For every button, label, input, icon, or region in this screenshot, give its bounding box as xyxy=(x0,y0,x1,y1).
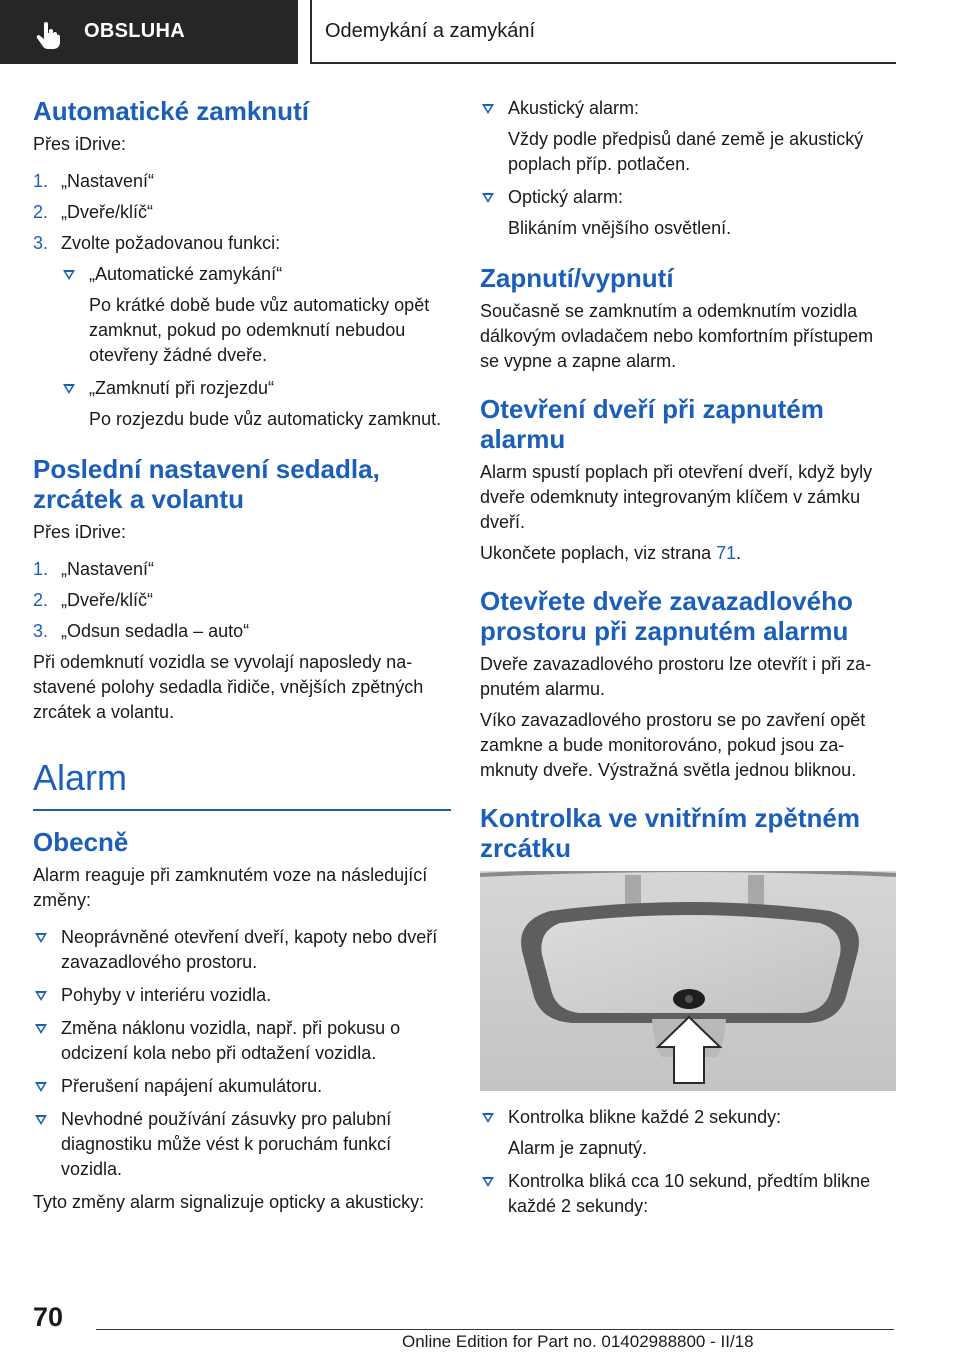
alarm-trigger-text: Pohyby v interiéru vozidla. xyxy=(61,985,272,1005)
hand-pointer-icon xyxy=(36,21,62,49)
alarm-trigger-item xyxy=(33,925,451,975)
paragraph-door-open-alarm: Alarm spustí poplach při otevření dveří, když byly dveře odemknuty integrovaným klíčem v zámku dveří. xyxy=(480,462,873,532)
bullet-arrow-icon xyxy=(35,1115,47,1125)
alarm-trigger-text: Změna náklonu vozidla, např. při pokusu o odcizení kola nebo při odtažení vozidla. xyxy=(61,1018,401,1063)
intro-idrive: Přes iDrive: xyxy=(33,134,127,154)
alarm-trigger-text: Přerušení napájení akumulátoru. xyxy=(61,1076,323,1096)
signal-label: Akustický alarm: xyxy=(508,98,640,118)
alarm-trigger-text: Neoprávněné otevření dveří, kapoty nebo dveří zavazadlového prostoru. xyxy=(61,927,438,972)
step-item xyxy=(33,619,451,644)
right-column xyxy=(480,96,896,1227)
bullet-arrow-icon xyxy=(482,1177,494,1187)
step-item xyxy=(33,169,451,194)
paragraph-stop-alarm xyxy=(480,541,896,566)
stop-alarm-text: Ukončete poplach, viz strana xyxy=(480,543,717,563)
alarm-trigger-item xyxy=(33,1107,451,1182)
step-item xyxy=(33,231,451,256)
step-text: „Nastavení“ xyxy=(61,559,155,579)
left-column xyxy=(33,96,451,1221)
alarm-trigger-item xyxy=(33,983,451,1008)
alarm-trigger-item xyxy=(33,1016,451,1066)
signal-description: Vždy podle předpisů dané země je akustický poplach příp. potlačen. xyxy=(508,129,864,174)
intro-idrive: Přes iDrive: xyxy=(33,522,127,542)
bullet-arrow-icon xyxy=(35,933,47,943)
signal-item xyxy=(480,185,896,241)
paragraph-on-off: Současně se zamknutím a odemknutím vozidla dálkovým ovladačem nebo komfortním přístupem se vypne a zapne alarm. xyxy=(480,301,874,371)
heading-automatic-lock: Automatické zamknutí xyxy=(33,96,309,126)
signal-item xyxy=(480,96,896,177)
step-text: „Odsun sedadla – auto“ xyxy=(61,621,250,641)
step-item xyxy=(33,557,451,582)
step-number: 2. xyxy=(33,202,49,222)
paragraph-last-settings: Při odemknutí vozidla se vyvolají naposledy nastavené polohy sedadla řidiče, vnějších zpětných zrcátek a volantu. xyxy=(33,652,424,722)
footer-rule xyxy=(96,1329,894,1330)
bullet-arrow-icon xyxy=(35,991,47,1001)
step-number: 1. xyxy=(33,171,49,191)
bullet-arrow-icon xyxy=(482,104,494,114)
bullet-arrow-icon xyxy=(482,193,494,203)
step-text: Zvolte požadovanou funkci: xyxy=(61,233,281,253)
signal-description: Blikáním vnějšího osvětlení. xyxy=(508,218,732,238)
option-item xyxy=(61,376,451,432)
step-number: 3. xyxy=(33,621,49,641)
paragraph-general: Alarm reaguje při zamknutém voze na následující změny: xyxy=(33,865,428,910)
bullet-arrow-icon xyxy=(482,1113,494,1123)
footer-edition: Online Edition for Part no. 01402988800 - II/18 xyxy=(402,1332,754,1351)
signal-label: Optický alarm: xyxy=(508,187,624,207)
option-label: „Zamknutí při rozjezdu“ xyxy=(89,378,275,398)
heading-general: Obecně xyxy=(33,827,129,857)
indicator-label: Kontrolka blikne každé 2 sekundy: xyxy=(508,1107,782,1127)
header-divider xyxy=(310,0,312,64)
step-item xyxy=(33,588,451,613)
indicator-item xyxy=(480,1169,896,1219)
option-item xyxy=(61,262,451,368)
rearview-mirror-image xyxy=(480,871,896,1091)
heading-alarm: Alarm xyxy=(33,757,128,798)
alarm-trigger-text: Nevhodné používání zásuvky pro palubní diagnostiku může vést k poruchám funkcí vozidla. xyxy=(61,1109,392,1179)
indicator-item xyxy=(480,1105,896,1161)
option-label: „Automatické zamykání“ xyxy=(89,264,283,284)
step-number: 1. xyxy=(33,559,49,579)
heading-trunk-alarm: Otevřete dveře zavazadlového prostoru při zapnutém alarmu xyxy=(480,586,853,646)
step-number: 2. xyxy=(33,590,49,610)
step-item xyxy=(33,200,451,225)
heading-door-open-alarm: Otevření dveří při zapnutém alarmu xyxy=(480,394,824,454)
indicator-label: Kontrolka bliká cca 10 sekund, předtím blikne každé 2 sekundy: xyxy=(508,1171,871,1216)
bullet-arrow-icon xyxy=(35,1082,47,1092)
paragraph-trunk-open: Dveře zavazadlového prostoru lze otevřít i při zapnutém alarmu. xyxy=(480,654,872,699)
step-text: „Nastavení“ xyxy=(61,171,155,191)
heading-indicator-mirror: Kontrolka ve vnitřním zpětném zrcátku xyxy=(480,803,860,863)
paragraph-trunk-lock: Víko zavazadlového prostoru se po zavření opět zamkne a bude monitorováno, pokud jsou zamknuty dveře. Výstražná světla jednou bliknou. xyxy=(480,710,866,780)
page-reference-link[interactable]: 71 xyxy=(716,543,737,563)
option-description: Po krátké době bude vůz automaticky opět zamknut, pokud po odemknutí nebudou otevřeny žádné dveře. xyxy=(89,295,430,365)
heading-on-off: Zapnutí/vypnutí xyxy=(480,263,674,293)
bullet-arrow-icon xyxy=(35,1024,47,1034)
step-text: „Dveře/klíč“ xyxy=(61,590,154,610)
bullet-arrow-icon xyxy=(63,384,75,394)
stop-alarm-suffix: . xyxy=(736,543,742,563)
alarm-heading-rule xyxy=(33,809,451,811)
indicator-description: Alarm je zapnutý. xyxy=(508,1138,648,1158)
page-number: 70 xyxy=(33,1302,64,1332)
header-section-title: Odemykání a zamykání xyxy=(325,20,536,42)
alarm-trigger-item xyxy=(33,1074,451,1099)
step-text: „Dveře/klíč“ xyxy=(61,202,154,222)
header-tab-label: OBSLUHA xyxy=(84,20,185,42)
step-number: 3. xyxy=(33,233,49,253)
header-underline xyxy=(310,62,896,64)
header-tab xyxy=(0,0,298,64)
bullet-arrow-icon xyxy=(63,270,75,280)
paragraph-signal-intro: Tyto změny alarm signalizuje opticky a akusticky: xyxy=(33,1192,425,1212)
heading-last-settings: Poslední nastavení sedadla, zrcátek a volantu xyxy=(33,454,380,514)
option-description: Po rozjezdu bude vůz automaticky zamknut. xyxy=(89,409,442,429)
